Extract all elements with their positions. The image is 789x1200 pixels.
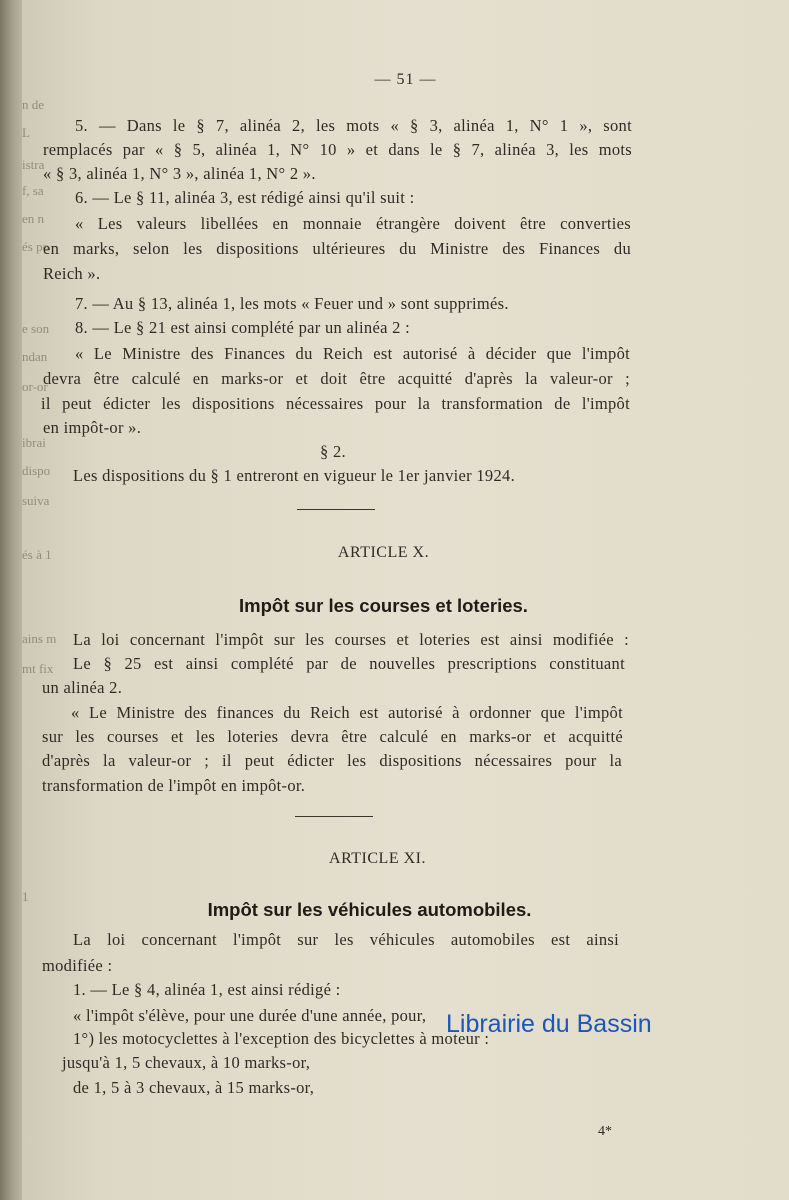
bleed-fragment: or-or bbox=[22, 379, 48, 394]
text-line: 1. — Le § 4, alinéa 1, est ainsi rédigé : bbox=[73, 980, 341, 999]
text-line: remplacés par « § 5, alinéa 1, N° 10 » et dans le § 7, alinéa 3, les mots bbox=[43, 140, 632, 159]
text-line: Le § 25 est ainsi complété par de nouvelles prescriptions constituant bbox=[73, 654, 625, 673]
bleed-fragment: suiva bbox=[22, 493, 50, 508]
bleed-fragment: en n bbox=[22, 211, 45, 226]
text-line: 6. — Le § 11, alinéa 3, est rédigé ainsi qu'il suit : bbox=[75, 188, 415, 207]
text-line: transformation de l'impôt en impôt-or. bbox=[42, 776, 306, 795]
text-line: Reich ». bbox=[43, 264, 101, 283]
text-line: « § 3, alinéa 1, N° 3 », alinéa 1, N° 2 ». bbox=[43, 164, 316, 183]
text-line: « l'impôt s'élève, pour une durée d'une année, pour, bbox=[73, 1006, 427, 1025]
bleed-fragment: 1 bbox=[22, 889, 29, 904]
text-line: en marks, selon les dispositions ultérieures du Ministre des Finances du bbox=[43, 239, 631, 258]
text-line: La loi concernant l'impôt sur les véhicules automobiles est ainsi bbox=[73, 930, 619, 949]
bleed-fragment: dispo bbox=[22, 463, 51, 478]
bleed-fragment: és po bbox=[22, 239, 50, 254]
article-title: Impôt sur les courses et loteries. bbox=[239, 595, 528, 616]
article-heading: ARTICLE XI. bbox=[329, 850, 426, 867]
divider bbox=[297, 509, 375, 510]
text-line: « Le Ministre des finances du Reich est autorisé à ordonner que l'impôt bbox=[71, 703, 623, 722]
bleed-fragment: e son bbox=[22, 321, 50, 336]
text-line: « Le Ministre des Finances du Reich est autorisé à décider que l'impôt bbox=[75, 344, 630, 363]
signature-mark: 4* bbox=[598, 1124, 612, 1139]
text-line: jusqu'à 1, 5 chevaux, à 10 marks-or, bbox=[62, 1053, 311, 1072]
watermark-text: Librairie du Bassin bbox=[446, 1010, 652, 1038]
article-title: Impôt sur les véhicules automobiles. bbox=[207, 899, 532, 920]
page-number: — 51 — bbox=[374, 71, 437, 88]
bleed-fragment: ndan bbox=[22, 349, 48, 364]
text-line: 1°) les motocyclettes à l'exception des bicyclettes à moteur : bbox=[73, 1029, 490, 1048]
text-line: modifiée : bbox=[42, 956, 113, 975]
bleed-fragment: n de bbox=[22, 97, 45, 112]
text-line: il peut édicter les dispositions nécessaires pour la transformation de l'impôt bbox=[41, 394, 630, 413]
section-heading: § 2. bbox=[320, 442, 346, 461]
text-line: sur les courses et les loteries devra être calculé en marks-or et acquitté bbox=[42, 727, 623, 746]
bleed-fragment: istra bbox=[22, 157, 45, 172]
bleed-fragment: mt fix bbox=[22, 661, 54, 676]
book-page bbox=[22, 0, 789, 1200]
bleed-fragment: f, sa bbox=[22, 183, 44, 198]
text-line: en impôt-or ». bbox=[43, 418, 142, 437]
text-line: d'après la valeur-or ; il peut édicter les dispositions nécessaires pour la bbox=[42, 751, 622, 770]
text-line: un alinéa 2. bbox=[42, 678, 123, 697]
article-heading: ARTICLE X. bbox=[337, 544, 430, 561]
text-line: 8. — Le § 21 est ainsi complété par un alinéa 2 : bbox=[75, 318, 410, 337]
bleed-fragment: L bbox=[22, 125, 30, 140]
text-line: de 1, 5 à 3 chevaux, à 15 marks-or, bbox=[73, 1078, 315, 1097]
text-line: 7. — Au § 13, alinéa 1, les mots « Feuer und » sont supprimés. bbox=[75, 294, 509, 313]
text-line: « Les valeurs libellées en monnaie étrangère doivent être converties bbox=[75, 214, 631, 233]
text-line: Les dispositions du § 1 entreront en vigueur le 1er janvier 1924. bbox=[73, 466, 515, 485]
text-line: devra être calculé en marks-or et doit être acquitté d'après la valeur-or ; bbox=[43, 369, 630, 388]
text-line: 5. — Dans le § 7, alinéa 2, les mots « § 3, alinéa 1, N° 1 », sont bbox=[75, 116, 632, 135]
text-line: La loi concernant l'impôt sur les courses et loteries est ainsi modifiée : bbox=[73, 630, 629, 649]
bleed-fragment: ibrai bbox=[22, 435, 46, 450]
divider bbox=[295, 816, 373, 817]
bleed-fragment: ains m bbox=[22, 631, 57, 646]
bleed-fragment: és à 1 bbox=[22, 547, 52, 562]
